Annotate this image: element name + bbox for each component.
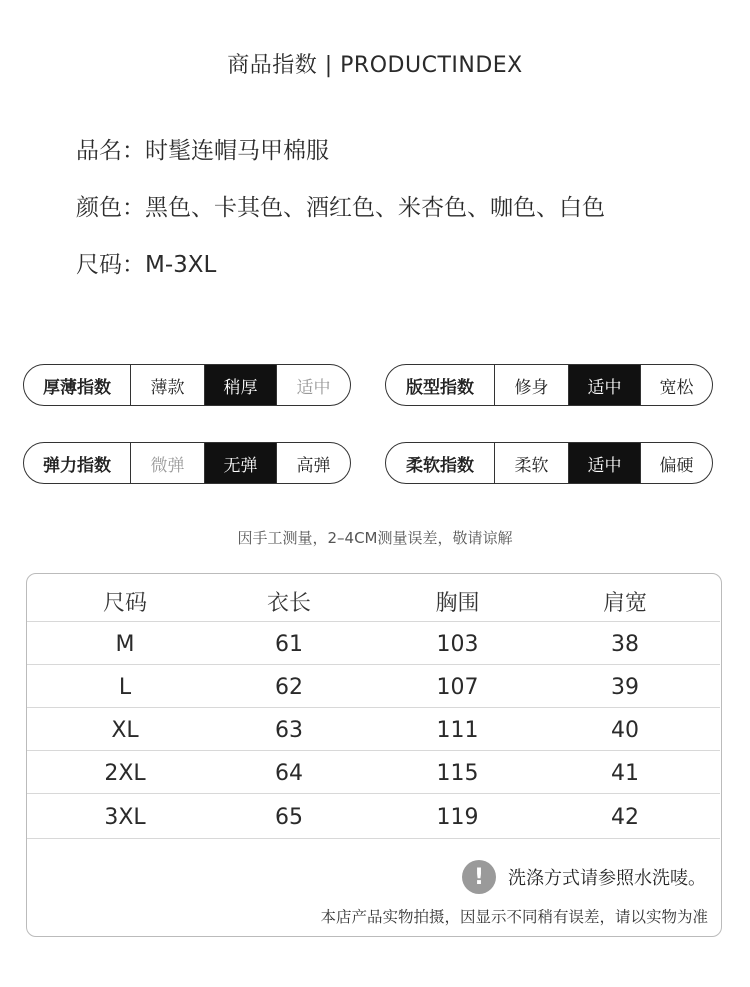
- index-option: 柔软: [494, 443, 568, 483]
- table-row: [27, 623, 720, 666]
- index-option: 适中: [276, 365, 350, 405]
- index-option: 薄款: [130, 365, 204, 405]
- index-option: 高弹: [276, 443, 350, 483]
- shoulder-cell: 40: [611, 718, 639, 743]
- shoulder-cell: 39: [611, 675, 639, 700]
- table-row: [27, 752, 720, 795]
- softness-index: [385, 442, 713, 484]
- disclaimer: 本店产品实物拍摄，因显示不同稍有误差，请以实物为准: [320, 908, 708, 926]
- divider: [27, 621, 720, 622]
- divider: [27, 750, 720, 751]
- column-header: 肩宽: [602, 591, 647, 616]
- measurement-note: 因手工测量，2–4CM测量误差，敬请谅解: [237, 529, 513, 547]
- wash-instruction: [462, 860, 706, 894]
- index-label: 柔软指数: [406, 455, 474, 476]
- chest-cell: 107: [436, 675, 479, 700]
- fit-index: [385, 364, 713, 406]
- table-row: [27, 709, 720, 752]
- index-label: 弹力指数: [43, 455, 111, 476]
- divider: [27, 838, 720, 839]
- product-name: 品名：时髦连帽马甲棉服: [76, 138, 329, 164]
- page-title: 商品指数 | PRODUCTINDEX: [227, 53, 523, 78]
- elasticity-index: [23, 442, 351, 484]
- divider: [27, 793, 720, 794]
- divider: [27, 664, 720, 665]
- exclamation-icon: !: [462, 860, 496, 894]
- index-option-selected: 稍厚: [204, 365, 276, 405]
- table-row: [27, 666, 720, 709]
- table-header-row: [27, 580, 720, 623]
- column-header: 尺码: [102, 591, 147, 616]
- index-option: 偏硬: [640, 443, 712, 483]
- index-option: 微弹: [130, 443, 204, 483]
- length-cell: 65: [275, 805, 303, 830]
- shoulder-cell: 41: [611, 761, 639, 786]
- thickness-index: [23, 364, 351, 406]
- column-header: 胸围: [435, 591, 480, 616]
- length-cell: 62: [275, 675, 303, 700]
- chest-cell: 103: [436, 632, 479, 657]
- shoulder-cell: 38: [611, 632, 639, 657]
- index-option: 宽松: [640, 365, 712, 405]
- index-label: 版型指数: [406, 377, 474, 398]
- length-cell: 61: [275, 632, 303, 657]
- shoulder-cell: 42: [611, 805, 639, 830]
- size-cell: M: [115, 632, 135, 657]
- size-cell: XL: [111, 718, 139, 743]
- table-row: [27, 796, 720, 839]
- wash-text: 洗涤方式请参照水洗唛。: [508, 868, 706, 889]
- size-cell: L: [118, 675, 132, 700]
- divider: [27, 707, 720, 708]
- index-option-selected: 无弹: [204, 443, 276, 483]
- index-option-selected: 适中: [568, 443, 640, 483]
- chest-cell: 119: [436, 805, 479, 830]
- size-cell: 3XL: [104, 805, 146, 830]
- index-label: 厚薄指数: [43, 377, 111, 398]
- length-cell: 64: [275, 761, 303, 786]
- product-sizes: 尺码：M-3XL: [76, 252, 217, 278]
- column-header: 衣长: [266, 591, 311, 616]
- chest-cell: 115: [436, 761, 479, 786]
- product-colors: 颜色：黑色、卡其色、酒红色、米杏色、咖色、白色: [76, 195, 605, 221]
- index-option: 修身: [494, 365, 568, 405]
- chest-cell: 111: [436, 718, 479, 743]
- length-cell: 63: [275, 718, 303, 743]
- index-option-selected: 适中: [568, 365, 640, 405]
- size-cell: 2XL: [104, 761, 146, 786]
